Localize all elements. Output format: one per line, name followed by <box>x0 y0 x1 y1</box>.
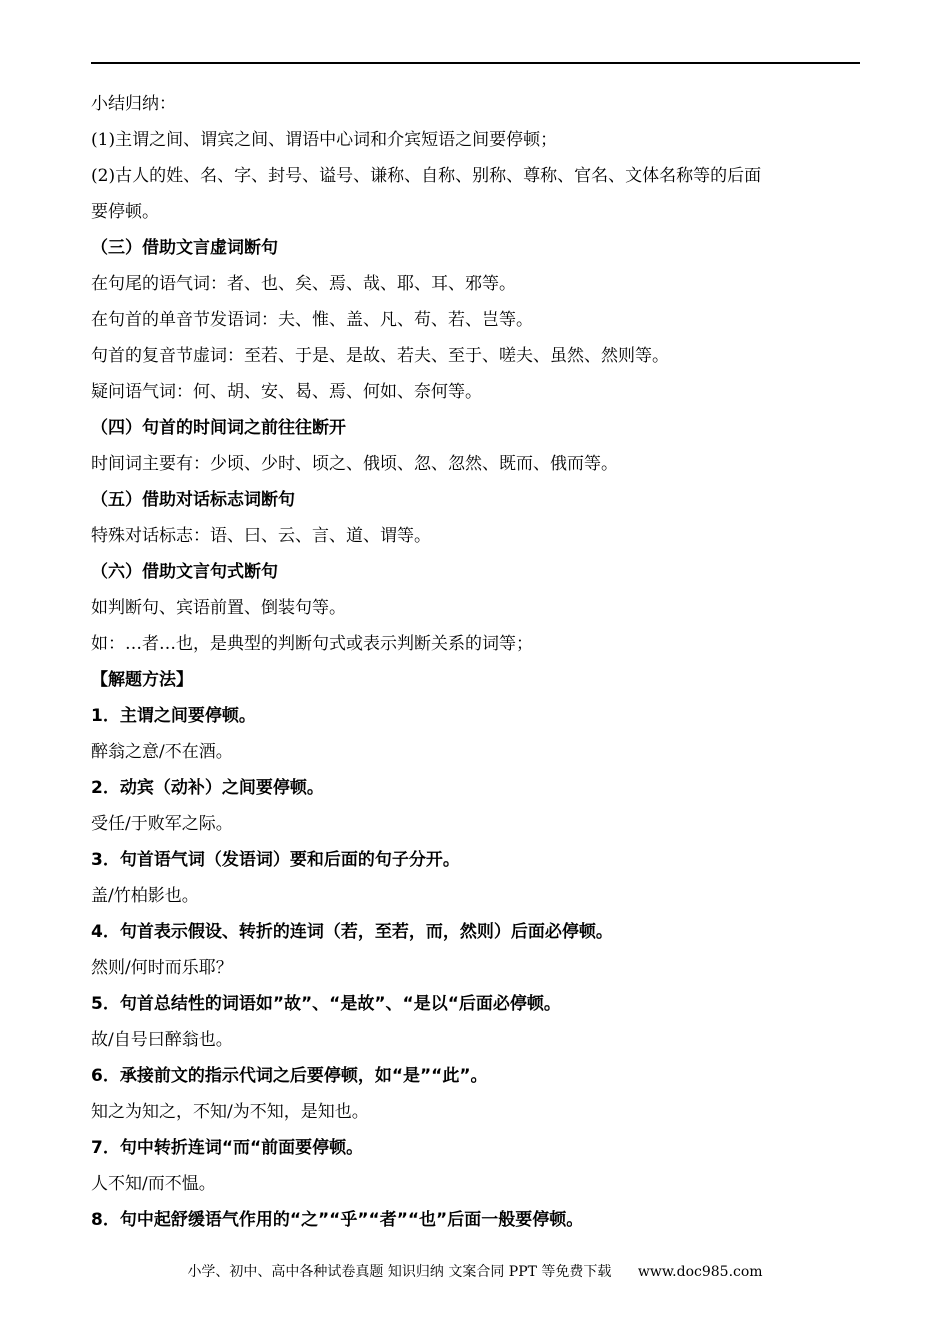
body-text-line: 然则/何时而乐耶？ <box>91 958 233 978</box>
body-text-line: 故/自号曰醉翁也。 <box>91 1030 233 1050</box>
section-heading: 5．句首总结性的词语如”故”、“是故”、“是以“后面必停顿。 <box>91 994 561 1014</box>
header-rule <box>91 62 860 64</box>
body-text-line: (1)主谓之间、谓宾之间、谓语中心词和介宾短语之间要停顿； <box>91 130 558 150</box>
body-text-line: 在句尾的语气词：者、也、矣、焉、哉、耶、耳、邪等。 <box>91 274 516 294</box>
body-text-line: 要停顿。 <box>91 202 159 222</box>
body-text-line: 知之为知之，不知/为不知，是知也。 <box>91 1102 369 1122</box>
section-heading: （四）句首的时间词之前往往断开 <box>91 418 346 438</box>
body-text-line: (2)古人的姓、名、字、封号、谥号、谦称、自称、别称、尊称、官名、文体名称等的后面 <box>91 166 762 186</box>
footer-text: 小学、初中、高中各种试卷真题 知识归纳 文案合同 PPT 等免费下载 <box>187 1264 612 1280</box>
section-heading: （五）借助对话标志词断句 <box>91 490 295 510</box>
body-text-line: 句首的复音节虚词：至若、于是、是故、若夫、至于、嗟夫、虽然、然则等。 <box>91 346 669 366</box>
section-heading: 4．句首表示假设、转折的连词（若，至若，而，然则）后面必停顿。 <box>91 922 613 942</box>
body-text-line: 时间词主要有：少顷、少时、顷之、俄顷、忽、忽然、既而、俄而等。 <box>91 454 618 474</box>
body-text-line: 如判断句、宾语前置、倒装句等。 <box>91 598 346 618</box>
body-text-line: 人不知/而不愠。 <box>91 1174 216 1194</box>
section-heading: 1．主谓之间要停顿。 <box>91 706 256 726</box>
section-heading: （六）借助文言句式断句 <box>91 562 278 582</box>
body-text-line: 疑问语气词：何、胡、安、曷、焉、何如、奈何等。 <box>91 382 482 402</box>
section-heading: 3．句首语气词（发语词）要和后面的句子分开。 <box>91 850 460 870</box>
section-heading: 6．承接前文的指示代词之后要停顿，如“是”“此”。 <box>91 1066 488 1086</box>
section-heading: （三）借助文言虚词断句 <box>91 238 278 258</box>
body-text-line: 在句首的单音节发语词：夫、惟、盖、凡、苟、若、岂等。 <box>91 310 533 330</box>
section-heading: 【解题方法】 <box>91 670 193 690</box>
body-text-line: 醉翁之意/不在酒。 <box>91 742 233 762</box>
body-text-line: 小结归纳： <box>91 94 176 114</box>
section-heading: 8．句中起舒缓语气作用的“之”“乎”“者”“也”后面一般要停顿。 <box>91 1210 584 1230</box>
body-text-line: 特殊对话标志：语、曰、云、言、道、谓等。 <box>91 526 431 546</box>
body-text-line: 如：…者…也，是典型的判断句式或表示判断关系的词等； <box>91 634 533 654</box>
section-heading: 7．句中转折连词“而“前面要停顿。 <box>91 1138 364 1158</box>
page-footer <box>0 1262 950 1282</box>
section-heading: 2．动宾（动补）之间要停顿。 <box>91 778 324 798</box>
document-body <box>91 86 866 1238</box>
footer-url[interactable]: www.doc985.com <box>637 1264 763 1280</box>
body-text-line: 受任/于败军之际。 <box>91 814 233 834</box>
body-text-line: 盖/竹柏影也。 <box>91 886 199 906</box>
